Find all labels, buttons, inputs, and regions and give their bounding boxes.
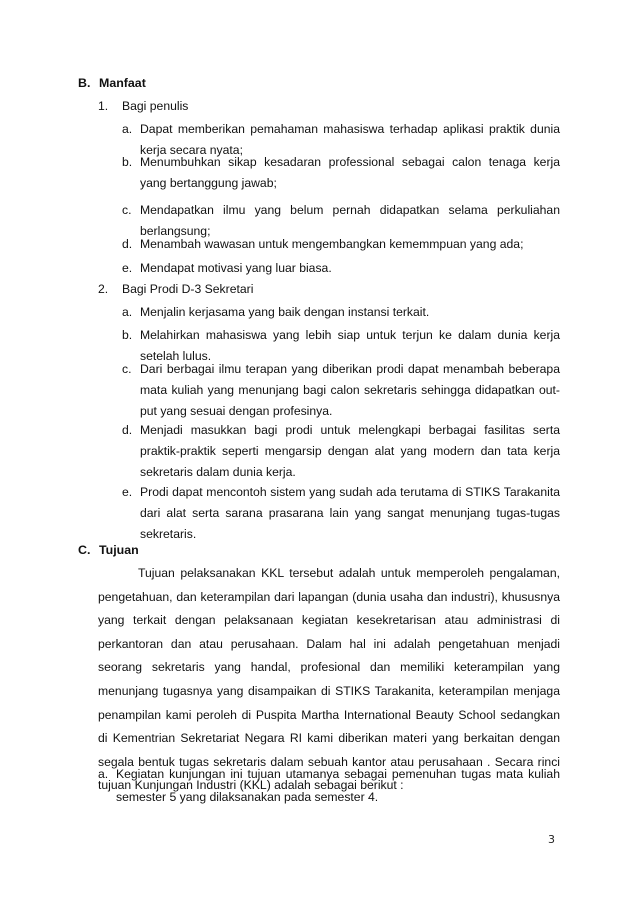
item-letter: d.: [122, 237, 133, 251]
group-label: Bagi Prodi D-3 Sekretari: [122, 282, 254, 296]
list-group-2: [98, 282, 253, 296]
group-number: 2.: [98, 282, 109, 296]
item-letter: b.: [122, 155, 133, 169]
group-number: 1.: [98, 99, 109, 113]
list-group-1: [98, 99, 188, 113]
item-text: Dapat memberikan pemahaman mahasiswa terhadap aplikasi praktik dunia kerja secara nyata;: [140, 122, 560, 157]
group-label: Bagi penulis: [122, 99, 189, 113]
item-letter: b.: [122, 328, 133, 342]
item-text: Menjalin kerjasama yang baik dengan instansi terkait.: [140, 305, 430, 319]
section-title: Manfaat: [99, 76, 146, 90]
item-letter: d.: [122, 423, 133, 437]
section-number: C.: [78, 543, 91, 557]
list-item: [98, 763, 560, 808]
item-text: Dari berbagai ilmu terapan yang diberikan prodi dapat menambah beberapa mata kuliah yang menunjang bagi calon sekretaris sehingga didapatkan out-put yang sesuai dengan profesinya.: [140, 362, 560, 418]
list-item: [122, 482, 560, 545]
item-text: Kegiatan kunjungan ini tujuan utamanya sebagai pemenuhan tugas mata kuliah semester 5 yang dilaksanakan pada semester 4.: [116, 767, 560, 804]
item-letter: c.: [122, 203, 132, 217]
list-item: [122, 152, 560, 194]
item-text: Melahirkan mahasiswa yang lebih siap untuk terjun ke dalam dunia kerja setelah lulus.: [140, 328, 560, 363]
section-title: Tujuan: [99, 543, 139, 557]
list-item: [122, 302, 560, 323]
list-item: [122, 359, 560, 422]
item-letter: e.: [122, 485, 133, 499]
item-text: Menambah wawasan untuk mengembangkan kememmpuan yang ada;: [140, 237, 524, 251]
item-text: Mendapatkan ilmu yang belum pernah didapatkan selama perkuliahan berlangsung;: [140, 203, 560, 238]
item-text: Mendapat motivasi yang luar biasa.: [140, 261, 332, 275]
item-text: Prodi dapat mencontoh sistem yang sudah ada terutama di STIKS Tarakanita dari alat serta sarana prasarana lain yang sangat menunjang tugas-tugas sekretaris.: [140, 485, 560, 541]
item-letter: e.: [122, 261, 133, 275]
item-letter: c.: [122, 362, 132, 376]
item-text: Menumbuhkan sikap kesadaran professional sebagai calon tenaga kerja yang bertanggung jawab;: [140, 155, 560, 190]
paragraph-text: Tujuan pelaksanakan KKL tersebut adalah untuk memperoleh pengalaman, pengetahuan, dan keterampilan dari lapangan (dunia usaha dan industri), khususnya yang terkait dengan pelaksanaan kegiatan kesekretarisan atau administrasi di perkantoran dan atau perusahaan. Dalam hal ini adalah pengetahuan menjadi seorang sekretaris yang handal, profesional dan memiliki keterampilan yang menunjang tugasnya yang disampaikan di STIKS Tarakanita, keterampilan menjaga penampilan kami peroleh di Puspita Martha International Beauty School sedangkan di Kementrian Sekretariat Negara RI kami diberikan materi yang berkaitan dengan segala bentuk tugas sekretaris dalam sebuah kantor atau perusahaan . Secara rinci tujuan Kunjungan Industri (KKL) adalah sebagai berikut :: [98, 566, 560, 793]
item-letter: a.: [122, 122, 133, 136]
section-c-heading: [78, 543, 139, 557]
list-item: [122, 234, 560, 255]
list-item: [122, 258, 560, 279]
item-letter: a.: [98, 767, 109, 781]
list-item: [122, 420, 560, 483]
page-number: 3: [548, 833, 555, 846]
section-b-heading: [78, 76, 146, 90]
section-number: B.: [78, 76, 91, 90]
item-text: Menjadi masukkan bagi prodi untuk melengkapi berbagai fasilitas serta praktik-praktik seperti mengarsip dengan alat yang modern dan tata kerja sekretaris dalam dunia kerja.: [140, 423, 560, 479]
item-letter: a.: [122, 305, 133, 319]
